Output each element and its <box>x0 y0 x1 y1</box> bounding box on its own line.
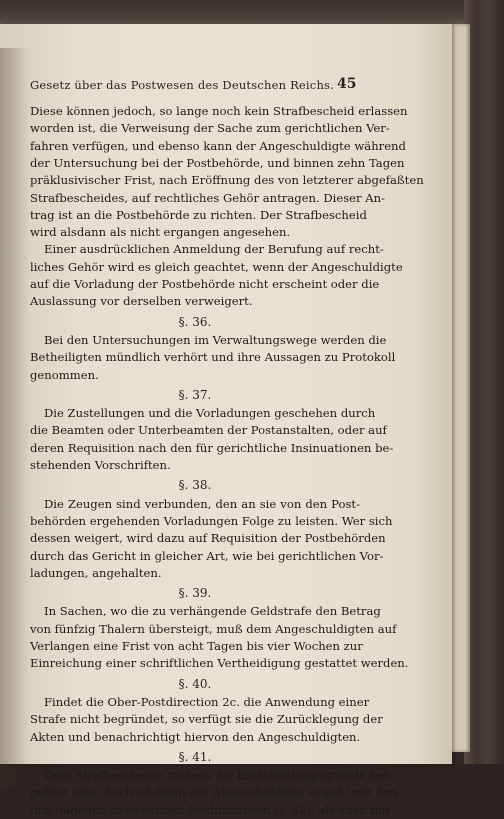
book-top-edge <box>0 0 504 26</box>
book-cover-edge <box>464 0 504 764</box>
text-line: der Untersuchung bei der Postbehörde, und binnen zehn Tagen <box>30 155 405 170</box>
text-line: durch das Gericht in gleicher Art, wie bei gerichtlichen Vor- <box>30 548 384 563</box>
section-heading: §. 37. <box>178 387 212 402</box>
section-heading: §. 38. <box>178 478 212 493</box>
text-line: Findet die Ober-Postdirection 2c. die Anwendung einer <box>44 694 370 709</box>
text-line: Diese können jedoch, so lange noch kein Strafbescheid erlassen <box>30 104 408 118</box>
spine-shadow <box>0 48 30 788</box>
text-line: Bei den Untersuchungen im Verwaltungswege werden die <box>44 332 387 347</box>
text-line: Einer ausdrücklichen Anmeldung der Berufung auf recht- <box>44 242 384 257</box>
text-line: liches Gehör wird es gleich geachtet, wenn der Angeschuldigte <box>30 259 403 274</box>
page-number: 45 <box>337 76 357 92</box>
text-line: von fünfzig Thalern übersteigt, muß dem Angeschuldigten auf <box>30 621 397 636</box>
text-line: worden ist, die Verweisung der Sache zum gerichtlichen Ver- <box>30 121 390 136</box>
text-line: präklusivischer Frist, nach Eröffnung des von letzterer abgefaßten <box>30 173 424 188</box>
text-line: deren Requisition nach den für gerichtliche Insinuationen be- <box>30 440 394 455</box>
text-line: behörden ergehenden Vorladungen Folge zu leisten. Wer sich <box>30 513 393 528</box>
text-line: trag ist an die Postbehörde zu richten. Der Strafbescheid <box>30 207 367 222</box>
text-line: In Sachen, wo die zu verhängende Geldstrafe den Betrag <box>44 604 381 619</box>
section-heading: §. 39. <box>178 586 212 601</box>
text-line: genommen. <box>30 367 99 382</box>
section-heading: §. 36. <box>178 314 212 329</box>
section-heading: §. 40. <box>178 676 212 691</box>
text-line: fahren verfügen, und ebenso kann der Angeschuldigte während <box>30 138 406 153</box>
text-line: Akten und benachrichtigt hiervon den Angeschuldigten. <box>30 729 361 744</box>
text-line: gefügt sein. Auch ist darin der Angeschuldigte sowohl mit den <box>30 785 398 800</box>
text-line: Die Zustellungen und die Vorladungen geschehen durch <box>44 406 376 421</box>
text-line: Auslassung vor derselben verweigert. <box>30 294 253 309</box>
text-line: Einreichung einer schriftlichen Vertheidigung gestattet werden. <box>30 656 409 671</box>
text-line: stehenden Vorschriften. <box>30 458 171 472</box>
text-line: Die Zeugen sind verbunden, den an sie von den Post- <box>44 496 360 511</box>
book-page <box>0 24 452 817</box>
text-line: auf die Vorladung der Postbehörde nicht erscheint oder die <box>30 277 380 291</box>
text-line: Strafe nicht begründet, so verfügt sie die Zurücklegung der <box>30 712 383 727</box>
text-line: Strafbescheides, auf rechtliches Gehör antragen. Dieser An- <box>30 190 386 205</box>
running-title: Gesetz über das Postwesen des Deutschen Reichs. <box>30 78 335 92</box>
text-line: Betheiligten mündlich verhört und ihre Aussagen zu Protokoll <box>30 350 396 365</box>
section-heading: §. 41. <box>178 749 212 764</box>
text-line: wird alsdann als nicht ergangen angesehen. <box>30 225 291 240</box>
text-line: Verlangen eine Frist von acht Tagen bis vier Wochen zur <box>30 639 363 653</box>
text-line: ladungen, angehalten. <box>30 565 162 580</box>
text-line: ihm dagegen zustehenden Rechtsmitteln (§. 42), als auch mit <box>30 802 391 817</box>
text-line: die Beamten oder Unterbeamten der Postanstalten, oder auf <box>30 423 387 438</box>
text-line: dessen weigert, wird dazu auf Requisition der Postbehörden <box>30 531 386 546</box>
text-line: Dem Strafbescheide müssen die Entscheidungsgründe bei- <box>44 768 392 783</box>
